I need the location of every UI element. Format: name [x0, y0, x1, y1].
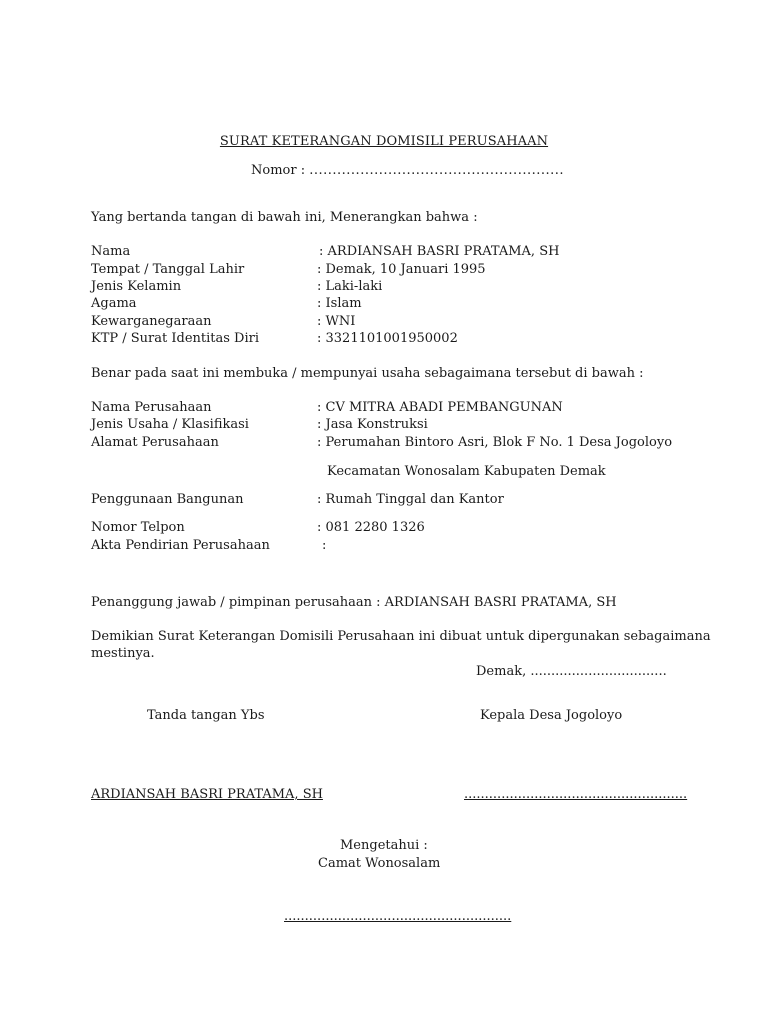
field-label-bangunan: Penggunaan Bangunan: [91, 492, 244, 507]
address-continuation: Kecamatan Wonosalam Kabupaten Demak: [327, 464, 606, 479]
field-value-nama-perusahaan: : CV MITRA ABADI PEMBANGUNAN: [317, 400, 563, 415]
acknowledge-label: Mengetahui :: [340, 838, 428, 853]
field-value-ktp: : 3321101001950002: [317, 331, 458, 346]
field-value-agama: : Islam: [317, 296, 362, 311]
field-label-kewarganegaraan: Kewarganegaraan: [91, 314, 212, 329]
document-title: SURAT KETERANGAN DOMISILI PERUSAHAAN: [219, 134, 549, 149]
field-value-akta: :: [322, 538, 327, 553]
field-value-jenis-kelamin: : Laki-laki: [317, 279, 383, 294]
sign-right-label: Kepala Desa Jogoloyo: [480, 708, 623, 723]
nomor-line: [251, 163, 564, 179]
camat-signature-dots: .......................................................: [284, 909, 512, 924]
camat-label: Camat Wonosalam: [318, 856, 441, 871]
field-label-telpon: Nomor Telpon: [91, 520, 185, 535]
field-value-ttl: : Demak, 10 Januari 1995: [317, 262, 486, 277]
field-value-telpon: : 081 2280 1326: [317, 520, 425, 535]
field-label-jenis-kelamin: Jenis Kelamin: [91, 279, 182, 294]
closing-line-2: mestinya.: [91, 646, 155, 661]
field-label-agama: Agama: [91, 296, 137, 311]
field-label-nama-perusahaan: Nama Perusahaan: [91, 400, 212, 415]
field-value-bangunan: : Rumah Tinggal dan Kantor: [317, 492, 504, 507]
intro-text: Yang bertanda tangan di bawah ini, Menerangkan bahwa :: [91, 210, 478, 225]
field-label-nama: Nama: [91, 244, 131, 259]
sign-right-dots: ......................................................: [464, 787, 688, 802]
sign-left-label: Tanda tangan Ybs: [147, 708, 265, 723]
statement-text: Benar pada saat ini membuka / mempunyai usaha sebagaimana tersebut di bawah :: [91, 366, 644, 381]
field-label-jenis-usaha: Jenis Usaha / Klasifikasi: [91, 417, 249, 432]
closing-line-1: Demikian Surat Keterangan Domisili Perusahaan ini dibuat untuk dipergunakan sebagaimana: [91, 629, 711, 644]
nomor-dots: .......................................................: [309, 163, 565, 178]
field-value-alamat: : Perumahan Bintoro Asri, Blok F No. 1 Desa Jogoloyo: [317, 435, 673, 450]
field-label-akta: Akta Pendirian Perusahaan: [91, 538, 270, 553]
sign-left-name: ARDIANSAH BASRI PRATAMA, SH: [91, 787, 323, 802]
nomor-label: Nomor :: [251, 163, 306, 178]
field-label-alamat: Alamat Perusahaan: [91, 435, 219, 450]
responsible-text: Penanggung jawab / pimpinan perusahaan : ARDIANSAH BASRI PRATAMA, SH: [91, 595, 617, 610]
field-label-ktp: KTP / Surat Identitas Diri: [91, 331, 260, 346]
field-value-jenis-usaha: : Jasa Konstruksi: [317, 417, 428, 432]
field-value-kewarganegaraan: : WNI: [317, 314, 356, 329]
field-value-nama: : ARDIANSAH BASRI PRATAMA, SH: [319, 244, 560, 259]
field-label-ttl: Tempat / Tanggal Lahir: [91, 262, 245, 277]
place-date: Demak, .................................: [476, 664, 667, 679]
